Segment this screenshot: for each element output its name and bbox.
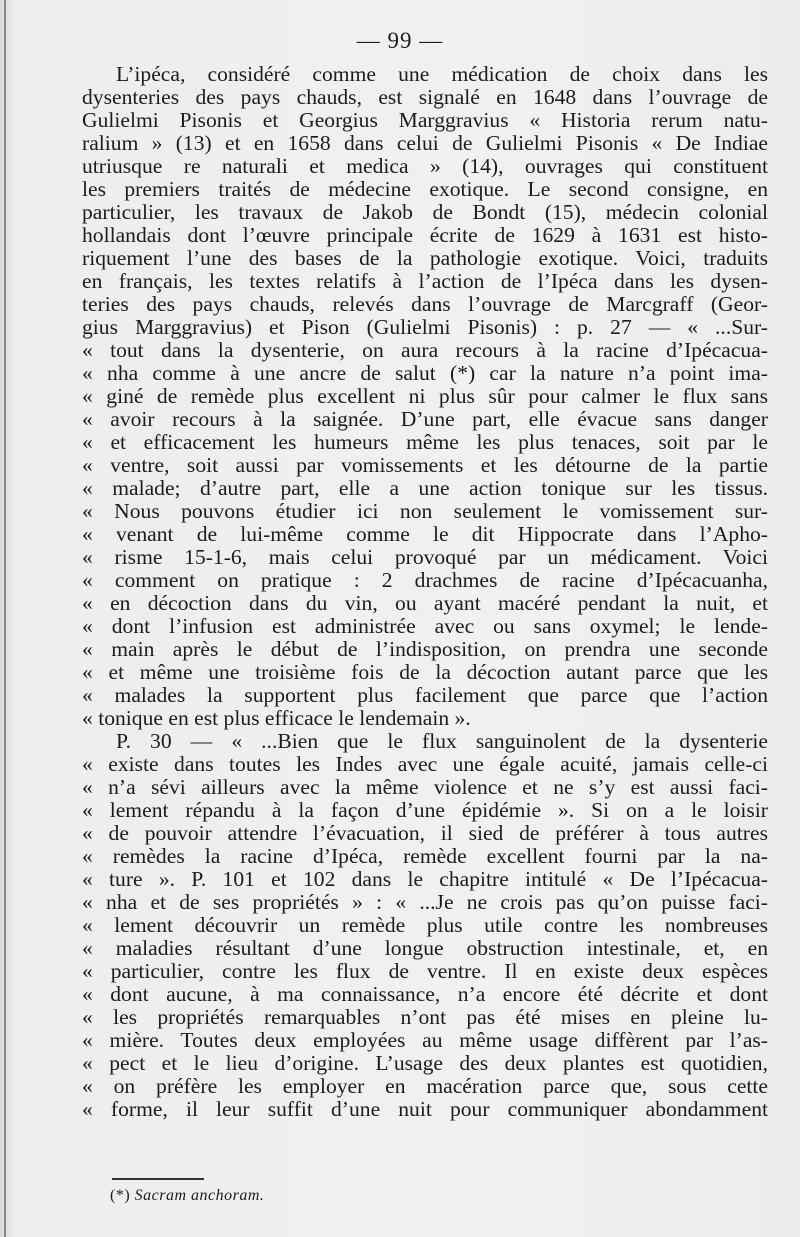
text-line: « malade; d’autre part, elle a une action tonique sur les tissus. xyxy=(82,477,768,500)
text-line: « et même une troisième fois de la décoction autant parce que les xyxy=(82,661,768,684)
book-spine-edge xyxy=(4,0,6,1237)
text-line: « main après le début de l’indisposition, on prendra une seconde xyxy=(82,638,768,661)
footnote-divider xyxy=(112,1178,204,1180)
text-line: « on préfère les employer en macération parce que, sous cette xyxy=(82,1075,768,1098)
text-line: « dont l’infusion est administrée avec ou sans oxymel; le lende- xyxy=(82,615,768,638)
footnote-text: Sacram anchoram. xyxy=(134,1187,265,1204)
text-line: « existe dans toutes les Indes avec une égale acuité, jamais celle-ci xyxy=(82,753,768,776)
text-line: « de pouvoir attendre l’évacuation, il sied de préférer à tous autres xyxy=(82,822,768,845)
text-line: les premiers traités de médecine exotique. Le second consigne, en xyxy=(82,178,768,201)
text-line: « ture ». P. 101 et 102 dans le chapitre intitulé « De l’Ipécacua- xyxy=(82,868,768,891)
text-line: « forme, il leur suffit d’une nuit pour communiquer abondamment xyxy=(82,1098,768,1121)
text-line: « tout dans la dysenterie, on aura recours à la racine d’Ipécacua- xyxy=(82,339,768,362)
text-line: dysenteries des pays chauds, est signalé en 1648 dans l’ouvrage de xyxy=(82,86,768,109)
text-line: « en décoction dans du vin, ou ayant macéré pendant la nuit, et xyxy=(82,592,768,615)
text-line: « particulier, contre les flux de ventre. Il en existe deux espèces xyxy=(82,960,768,983)
text-line: hollandais dont l’œuvre principale écrite de 1629 à 1631 est histo- xyxy=(82,224,768,247)
text-line: « lement répandu à la façon d’une épidémie ». Si on a le loisir xyxy=(82,799,768,822)
footnote-marker: (*) xyxy=(110,1187,131,1204)
text-line: « mière. Toutes deux employées au même usage diffèrent par l’as- xyxy=(82,1029,768,1052)
text-line: « tonique en est plus efficace le lendemain ». xyxy=(82,707,471,730)
text-line: utriusque re naturali et medica » (14), ouvrages qui constituent xyxy=(82,155,768,178)
text-line: « ventre, soit aussi par vomissements et les détourne de la partie xyxy=(82,454,768,477)
text-line: teries des pays chauds, relevés dans l’ouvrage de Marcgraff (Geor- xyxy=(82,293,768,316)
text-line: « dont aucune, à ma connaissance, n’a encore été décrite et dont xyxy=(82,983,768,1006)
text-line: « maladies résultant d’une longue obstruction intestinale, et, en xyxy=(82,937,768,960)
text-line: « giné de remède plus excellent ni plus sûr pour calmer le flux sans xyxy=(82,385,768,408)
text-line: gius Marggravius) et Pison (Gulielmi Pisonis) : p. 27 — « ...Sur- xyxy=(82,316,768,339)
text-line: particulier, les travaux de Jakob de Bondt (15), médecin colonial xyxy=(82,201,768,224)
text-line: en français, les textes relatifs à l’action de l’Ipéca dans les dysen- xyxy=(82,270,768,293)
text-line: « Nous pouvons étudier ici non seulement le vomissement sur- xyxy=(82,500,768,523)
text-line: « risme 15-1-6, mais celui provoqué par un médicament. Voici xyxy=(82,546,768,569)
page-number: — 99 — xyxy=(356,28,444,53)
text-line: « comment on pratique : 2 drachmes de racine d’Ipécacuanha, xyxy=(82,569,768,592)
footnote xyxy=(110,1187,264,1205)
text-line: « remèdes la racine d’Ipéca, remède excellent fourni par la na- xyxy=(82,845,768,868)
text-line: « nha et de ses propriétés » : « ...Je ne crois pas qu’on puisse faci- xyxy=(82,891,768,914)
text-line: riquement l’une des bases de la pathologie exotique. Voici, traduits xyxy=(82,247,768,270)
text-line: « avoir recours à la saignée. D’une part, elle évacue sans danger xyxy=(82,408,768,431)
text-line: « n’a sévi ailleurs avec la même violence et ne s’y est aussi faci- xyxy=(82,776,768,799)
text-line: « les propriétés remarquables n’ont pas été mises en pleine lu- xyxy=(82,1006,768,1029)
body-text xyxy=(82,63,768,1121)
text-line: P. 30 — « ...Bien que le flux sanguinolent de la dysenterie xyxy=(116,730,768,753)
text-line: « et efficacement les humeurs même les plus tenaces, soit par le xyxy=(82,431,768,454)
text-line: « venant de lui-même comme le dit Hippocrate dans l’Apho- xyxy=(82,523,768,546)
text-line: « pect et le lieu d’origine. L’usage des deux plantes est quotidien, xyxy=(82,1052,768,1075)
text-line: L’ipéca, considéré comme une médication de choix dans les xyxy=(116,63,768,86)
text-line: ralium » (13) et en 1658 dans celui de Gulielmi Pisonis « De Indiae xyxy=(82,132,768,155)
text-line: Gulielmi Pisonis et Georgius Marggravius « Historia rerum natu- xyxy=(82,109,768,132)
text-line: « malades la supportent plus facilement que parce que l’action xyxy=(82,684,768,707)
text-line: « lement découvrir un remède plus utile contre les nombreuses xyxy=(82,914,768,937)
text-line: « nha comme à une ancre de salut (*) car la nature n’a point ima- xyxy=(82,362,768,385)
